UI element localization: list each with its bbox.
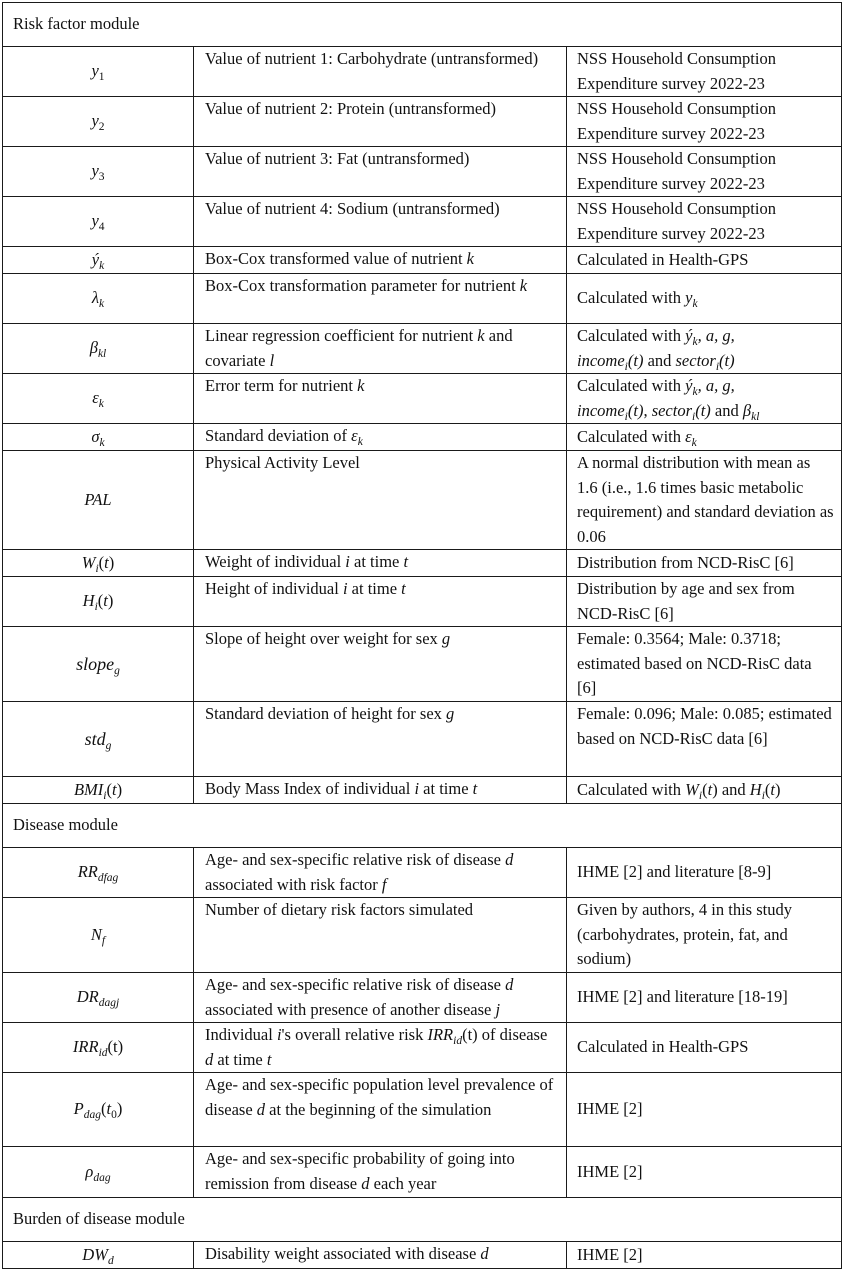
variables-table <box>2 2 842 1269</box>
section-heading: Burden of disease module <box>3 1198 842 1242</box>
table-row <box>3 848 842 898</box>
section-heading: Disease module <box>3 804 842 848</box>
source-cell: Calculated with $W_i(t)$ and $H_i(t)$ <box>567 777 842 804</box>
symbol-cell: $\varepsilon_k$ <box>3 374 194 424</box>
symbol-cell: $IRR_{id}(t)$ <box>3 1023 194 1073</box>
source-cell: A normal distribution with mean as 1.6 (i.e., 1.6 times basic metabolic requirement) and standard deviation as 0.06 <box>567 451 842 550</box>
section-heading: Risk factor module <box>3 3 842 47</box>
table-row <box>3 147 842 197</box>
table-row <box>3 424 842 451</box>
description-cell: Age- and sex-specific probability of going into remission from disease d each year <box>194 1147 567 1198</box>
table-row <box>3 627 842 702</box>
symbol-cell: $DR_{dagj}$ <box>3 973 194 1023</box>
symbol-cell: $y_2$ <box>3 97 194 147</box>
source-cell: Female: 0.3564; Male: 0.3718; estimated based on NCD-RisC data [6] <box>567 627 842 702</box>
symbol-cell: $y_3$ <box>3 147 194 197</box>
description-cell: Value of nutrient 2: Protein (untransformed) <box>194 97 567 147</box>
source-cell: Female: 0.096; Male: 0.085; estimated based on NCD-RisC data [6] <box>567 702 842 777</box>
symbol-cell: $\lambda_k$ <box>3 274 194 324</box>
section-row-risk-factor <box>3 3 842 47</box>
description-cell: Value of nutrient 3: Fat (untransformed) <box>194 147 567 197</box>
description-cell: Box-Cox transformation parameter for nutrient k <box>194 274 567 324</box>
source-cell: IHME [2] <box>567 1242 842 1269</box>
source-cell: IHME [2] and literature [18-19] <box>567 973 842 1023</box>
symbol-cell: $RR_{dfag}$ <box>3 848 194 898</box>
description-cell: Age- and sex-specific relative risk of disease d associated with risk factor f <box>194 848 567 898</box>
description-cell: Individual i's overall relative risk $IRR_{id}(t)$ of disease d at time t <box>194 1023 567 1073</box>
description-cell: Weight of individual i at time t <box>194 550 567 577</box>
table-row <box>3 777 842 804</box>
symbol-cell: $y_1$ <box>3 47 194 97</box>
table-row <box>3 97 842 147</box>
source-cell: IHME [2] <box>567 1073 842 1147</box>
source-cell: Given by authors, 4 in this study (carbohydrates, protein, fat, and sodium) <box>567 898 842 973</box>
source-cell: Calculated with $\varepsilon_k$ <box>567 424 842 451</box>
symbol-cell: $\sigma_k$ <box>3 424 194 451</box>
symbol-cell: $N_f$ <box>3 898 194 973</box>
description-cell: Body Mass Index of individual i at time t <box>194 777 567 804</box>
description-cell: Slope of height over weight for sex g <box>194 627 567 702</box>
source-cell: NSS Household Consumption Expenditure survey 2022-23 <box>567 197 842 247</box>
source-cell: IHME [2] and literature [8-9] <box>567 848 842 898</box>
description-cell: Linear regression coefficient for nutrient k and covariate l <box>194 324 567 374</box>
table-row <box>3 374 842 424</box>
table-row <box>3 247 842 274</box>
source-cell: Calculated in Health-GPS <box>567 1023 842 1073</box>
table-row <box>3 47 842 97</box>
table-row <box>3 1242 842 1269</box>
source-cell: Calculated with $ý_k$, a, g, income$_i$(t), sector$_i$(t) and $\beta_{kl}$ <box>567 374 842 424</box>
symbol-cell: $y_4$ <box>3 197 194 247</box>
table-row <box>3 274 842 324</box>
description-cell: Value of nutrient 1: Carbohydrate (untransformed) <box>194 47 567 97</box>
symbol-cell: slope$_g$ <box>3 627 194 702</box>
source-cell: Distribution from NCD-RisC [6] <box>567 550 842 577</box>
source-cell: NSS Household Consumption Expenditure survey 2022-23 <box>567 147 842 197</box>
symbol-cell: $ý_k$ <box>3 247 194 274</box>
table-row <box>3 898 842 973</box>
description-cell: Value of nutrient 4: Sodium (untransformed) <box>194 197 567 247</box>
description-cell: Standard deviation of height for sex g <box>194 702 567 777</box>
source-cell: Calculated with $y_k$ <box>567 274 842 324</box>
table-row <box>3 577 842 627</box>
symbol-cell: $\rho_{dag}$ <box>3 1147 194 1198</box>
table-row <box>3 550 842 577</box>
section-row-burden <box>3 1198 842 1242</box>
table-row <box>3 973 842 1023</box>
section-row-disease <box>3 804 842 848</box>
table-row <box>3 451 842 550</box>
table-row <box>3 1073 842 1147</box>
symbol-cell: $DW_d$ <box>3 1242 194 1269</box>
source-cell: Calculated in Health-GPS <box>567 247 842 274</box>
source-cell: NSS Household Consumption Expenditure survey 2022-23 <box>567 97 842 147</box>
table-row <box>3 1023 842 1073</box>
table-row <box>3 197 842 247</box>
source-cell: Calculated with $ý_k$, a, g, income$_i$(t) and sector$_i$(t) <box>567 324 842 374</box>
description-cell: Age- and sex-specific population level prevalence of disease d at the beginning of the simulation <box>194 1073 567 1147</box>
table-row <box>3 1147 842 1198</box>
source-cell: NSS Household Consumption Expenditure survey 2022-23 <box>567 47 842 97</box>
symbol-cell: $H_i(t)$ <box>3 577 194 627</box>
description-cell: Number of dietary risk factors simulated <box>194 898 567 973</box>
description-cell: Box-Cox transformed value of nutrient k <box>194 247 567 274</box>
description-cell: Error term for nutrient k <box>194 374 567 424</box>
table-row <box>3 702 842 777</box>
symbol-cell: PAL <box>3 451 194 550</box>
symbol-cell: $W_i(t)$ <box>3 550 194 577</box>
description-cell: Age- and sex-specific relative risk of disease d associated with presence of another disease j <box>194 973 567 1023</box>
symbol-cell: $BMI_i(t)$ <box>3 777 194 804</box>
description-cell: Height of individual i at time t <box>194 577 567 627</box>
source-cell: Distribution by age and sex from NCD-RisC [6] <box>567 577 842 627</box>
symbol-cell: $\beta_{kl}$ <box>3 324 194 374</box>
table-row <box>3 324 842 374</box>
description-cell: Standard deviation of $\varepsilon_k$ <box>194 424 567 451</box>
symbol-cell: $P_{dag}(t_0)$ <box>3 1073 194 1147</box>
description-cell: Disability weight associated with disease d <box>194 1242 567 1269</box>
description-cell: Physical Activity Level <box>194 451 567 550</box>
symbol-cell: std$_g$ <box>3 702 194 777</box>
source-cell: IHME [2] <box>567 1147 842 1198</box>
